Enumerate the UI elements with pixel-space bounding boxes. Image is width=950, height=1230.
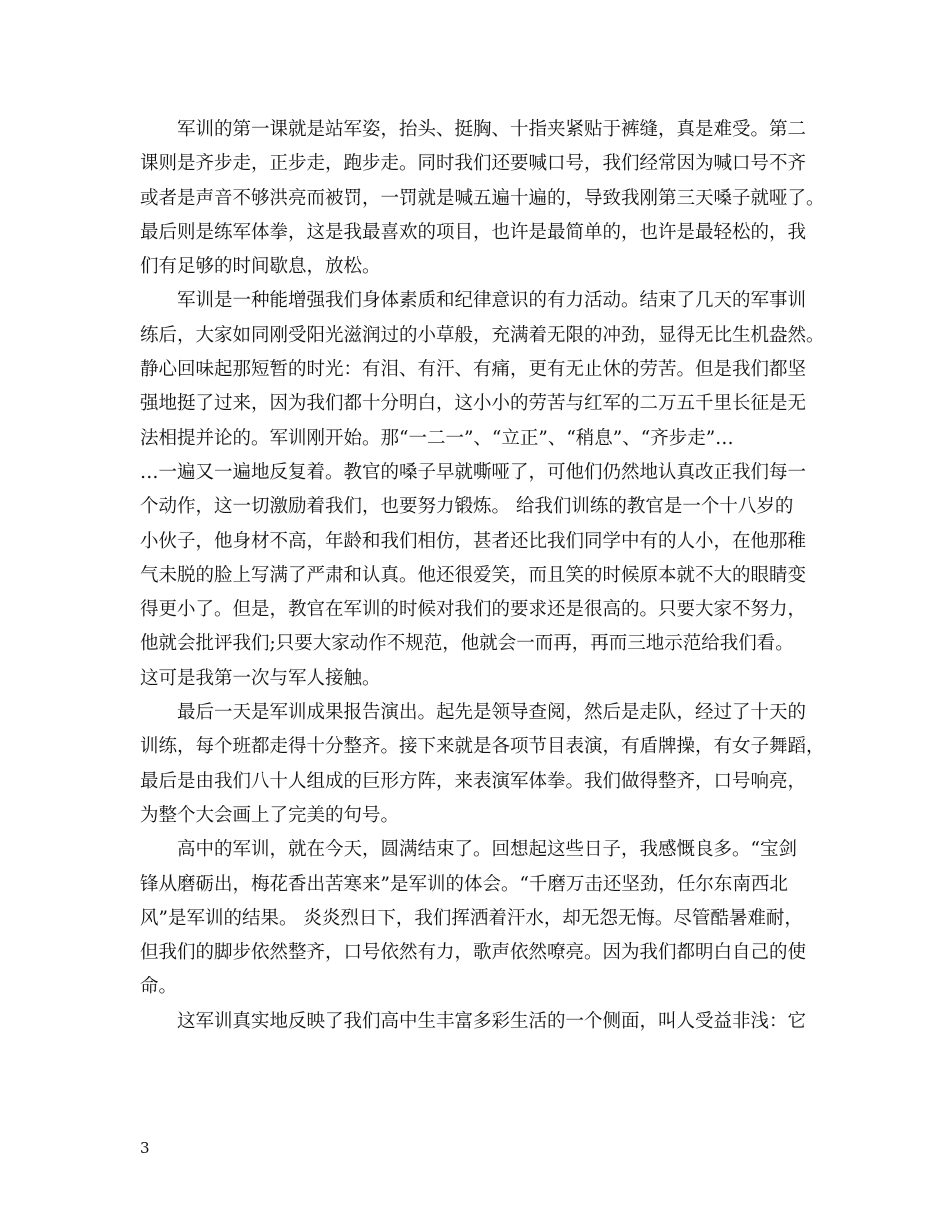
text-line: 这军训真实地反映了我们高中生丰富多彩生活的一个侧面，叫人受益非浅：它 (177, 1010, 807, 1032)
text-line: …一遍又一遍地反复着。教官的嗓子早就嘶哑了，可他们仍然地认真改正我们每一 (140, 461, 807, 483)
text-line: 风”是军训的结果。 炎炎烈日下，我们挥洒着汗水，却无怨无悔。尽管酷暑难耐， (140, 907, 803, 929)
text-line: 静心回味起那短暂的时光：有泪、有汗、有痛，更有无止休的劳苦。但是我们都坚 (140, 359, 807, 381)
text-line: 课则是齐步走，正步走，跑步走。同时我们还要喊口号，我们经常因为喊口号不齐 (140, 153, 807, 175)
text-line: 小伙子，他身材不高，年龄和我们相仿，甚者还比我们同学中有的人小，在他那稚 (140, 530, 807, 552)
text-line: 最后是由我们八十人组成的巨形方阵，来表演军体拳。我们做得整齐，口号响亮， (140, 770, 807, 792)
text-line: 这可是我第一次与军人接触。 (140, 667, 381, 689)
text-line: 气未脱的脸上写满了严肃和认真。他还很爱笑，而且笑的时候原本就不大的眼睛变 (140, 564, 807, 586)
text-line: 军训的第一课就是站军姿，抬头、挺胸、十指夹紧贴于裤缝，真是难受。第二 (177, 119, 807, 140)
text-line: 最后一天是军训成果报告演出。起先是领导查阅，然后是走队，经过了十天的 (177, 702, 807, 724)
text-line: 锋从磨砺出，梅花香出苦寒来”是军训的体会。“千磨万击还坚劲，任尔东南西北 (140, 873, 788, 895)
text-line: 军训是一种能增强我们身体素质和纪律意识的有力活动。结束了几天的军事训 (177, 290, 807, 312)
text-line: 们有足够的时间歇息，放松。 (140, 256, 381, 278)
text-line: 或者是声音不够洪亮而被罚，一罚就是喊五遍十遍的，导致我刚第三天嗓子就哑了。 (140, 187, 825, 209)
text-line: 最后则是练军体拳，这是我最喜欢的项目，也许是最简单的，也许是最轻松的，我 (140, 221, 807, 243)
text-line: 为整个大会画上了完美的句号。 (140, 804, 400, 826)
body-text (140, 113, 825, 1039)
text-line: 训练，每个班都走得十分整齐。接下来就是各项节目表演，有盾牌操，有女子舞蹈， (140, 736, 825, 758)
text-line: 他就会批评我们;只要大家动作不规范，他就会一而再，再而三地示范给我们看。 (140, 633, 794, 655)
text-line: 命。 (140, 976, 178, 998)
text-line: 法相提并论的。军训刚开始。那“一二一”、“立正”、“稍息”、“齐步走”… (140, 427, 734, 449)
text-line: 但我们的脚步依然整齐，口号依然有力，歌声依然嘹亮。因为我们都明白自己的使 (140, 942, 807, 964)
text-line: 高中的军训，就在今天，圆满结束了。回想起这些日子，我感慨良多。“宝剑 (177, 839, 797, 861)
page-number: 3 (140, 1139, 150, 1157)
text-line: 强地挺了过来，因为我们都十分明白，这小小的劳苦与红军的二万五千里长征是无 (140, 393, 807, 415)
text-line: 练后，大家如同刚受阳光滋润过的小草般，充满着无限的冲劲，显得无比生机盎然。 (140, 324, 825, 346)
text-line: 得更小了。但是，教官在军训的时候对我们的要求还是很高的。只要大家不努力， (140, 599, 807, 621)
text-line: 个动作，这一切激励着我们，也要努力锻炼。 给我们训练的教官是一个十八岁的 (140, 496, 794, 518)
